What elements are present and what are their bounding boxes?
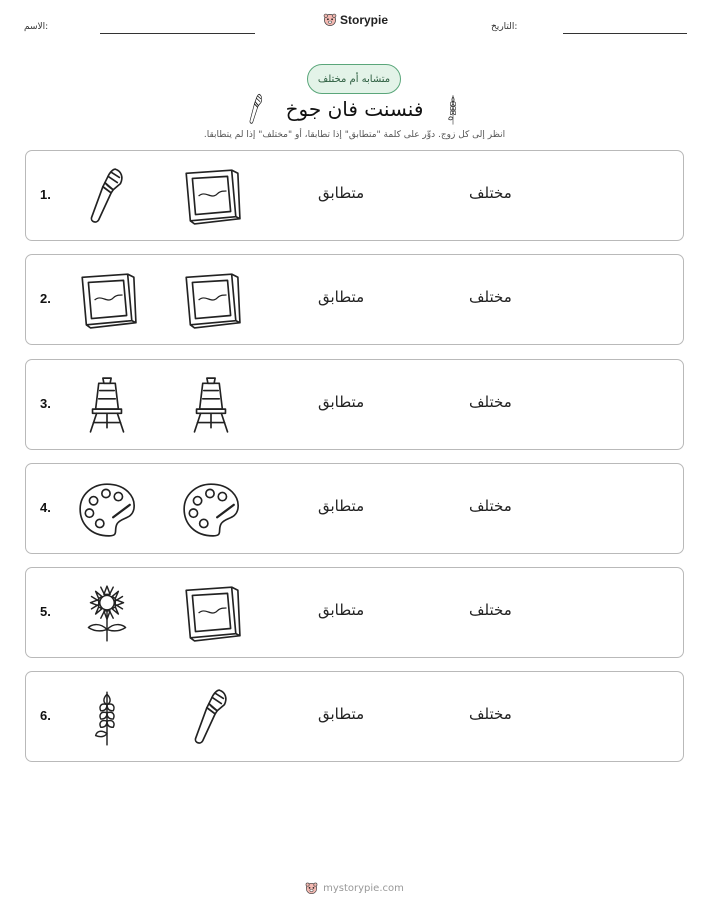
paintbrush-icon (180, 686, 242, 748)
option-different[interactable]: مختلف (469, 288, 512, 306)
canvas-frame-icon (180, 269, 242, 331)
option-same[interactable]: متطابق (318, 705, 365, 723)
option-same[interactable]: متطابق (318, 497, 365, 515)
instructions: انظر إلى كل زوج. دوِّر على كلمة "متطابق" إذا تطابقا، أو "مختلف" إذا لم يتطابقا. (203, 130, 506, 140)
question-row (25, 567, 684, 658)
question-number: 3. (40, 396, 51, 411)
option-different[interactable]: مختلف (469, 601, 512, 619)
option-different[interactable]: مختلف (469, 393, 512, 411)
option-different[interactable]: مختلف (469, 705, 512, 723)
brand-name: Storypie (340, 13, 389, 27)
option-same[interactable]: متطابق (318, 393, 365, 411)
option-same[interactable]: متطابق (318, 601, 365, 619)
date-input-line[interactable] (563, 33, 687, 34)
worksheet-type-badge: متشابه أم مختلف (307, 64, 401, 94)
canvas-frame-icon (180, 165, 242, 227)
paintbrush-icon (76, 165, 138, 227)
paintbrush-icon (244, 92, 268, 126)
easel-icon (180, 374, 242, 436)
canvas-frame-icon (180, 582, 242, 644)
date-label: التاريخ: (491, 22, 518, 32)
question-row (25, 254, 684, 345)
mascot-icon (323, 13, 337, 27)
sunflower-icon (76, 582, 138, 644)
question-number: 2. (40, 291, 51, 306)
question-number: 6. (40, 708, 51, 723)
question-number: 5. (40, 604, 51, 619)
option-different[interactable]: مختلف (469, 497, 512, 515)
option-same[interactable]: متطابق (318, 184, 365, 202)
page-title: فنسنت فان جوخ (285, 97, 424, 121)
palette-icon (180, 478, 242, 540)
question-row (25, 359, 684, 450)
question-row (25, 463, 684, 554)
option-same[interactable]: متطابق (318, 288, 365, 306)
question-number: 1. (40, 187, 51, 202)
canvas-frame-icon (76, 269, 138, 331)
mascot-icon (305, 882, 318, 895)
palette-icon (76, 478, 138, 540)
name-input-line[interactable] (100, 33, 255, 34)
brand-logo (323, 13, 388, 27)
question-row (25, 150, 684, 241)
option-different[interactable]: مختلف (469, 184, 512, 202)
footer (0, 882, 709, 895)
easel-icon (76, 374, 138, 436)
title-row (0, 92, 709, 126)
footer-url[interactable]: mystorypie.com (323, 883, 404, 894)
question-row (25, 671, 684, 762)
wheat-icon (441, 92, 465, 126)
question-number: 4. (40, 500, 51, 515)
name-label: الاسم: (24, 22, 49, 32)
wheat-icon (76, 686, 138, 748)
